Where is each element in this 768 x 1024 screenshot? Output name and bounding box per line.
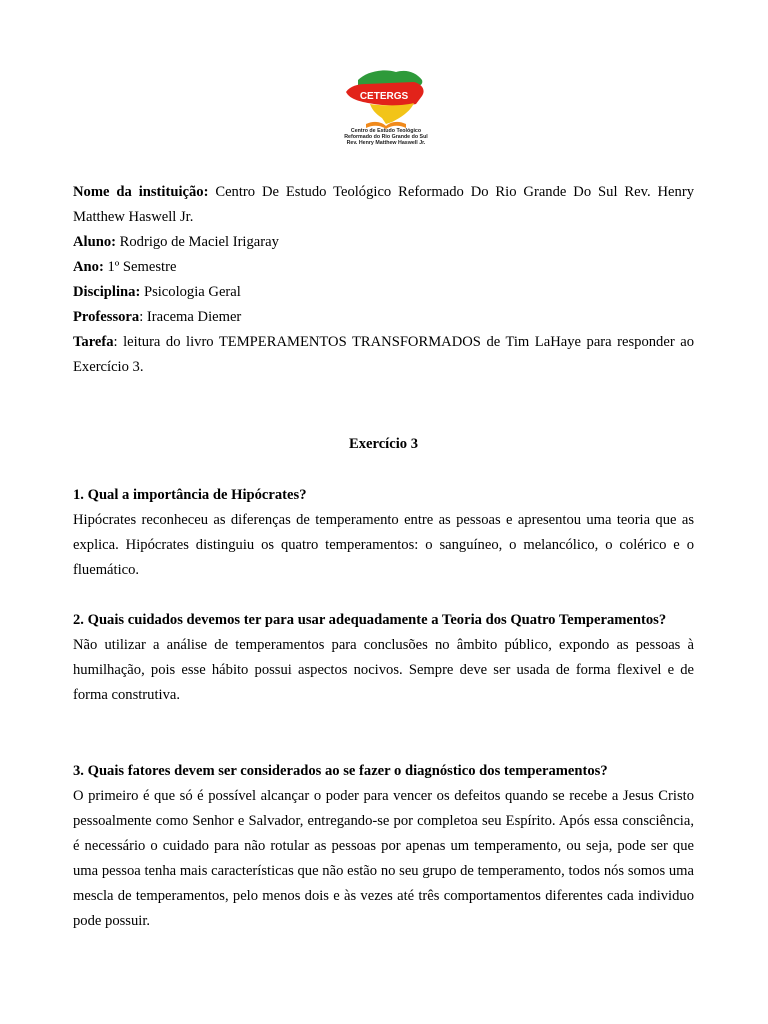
question-text: 3. Quais fatores devem ser considerados ao se fazer o diagnóstico dos temperamentos? xyxy=(73,763,608,779)
logo-caption-line: Reformado do Rio Grande do Sul xyxy=(344,134,428,140)
student-line xyxy=(73,230,694,255)
question-block xyxy=(73,759,694,934)
answer-text: Não utilizar a análise de temperamentos para conclusões no âmbito público, expondo as pessoas à humilhação, pois esse hábito possui aspectos nocivos. Sempre deve ser usada de forma flexivel e de forma construtiva. xyxy=(73,637,694,703)
logo-caption-line: Centro de Estudo Teológico xyxy=(350,128,422,134)
institution-line xyxy=(73,180,694,230)
logo-emblem xyxy=(336,66,436,130)
answer-text: Hipócrates reconheceu as diferenças de temperamento entre as pessoas e apresentou uma teoria que as explica. Hipócrates distinguiu os quatro temperamentos: o sanguíneo, o melancólico, o colérico e o fluemático. xyxy=(73,512,694,578)
institution-value: Centro De Estudo Teológico Reformado Do Rio Grande Do Sul Rev. Henry Matthew Haswell Jr. xyxy=(73,184,694,225)
logo-caption-line: Rev. Henry Matthew Haswell Jr. xyxy=(346,140,426,146)
discipline-line xyxy=(73,280,694,305)
logo-caption xyxy=(336,128,436,146)
teacher-value: : Iracema Diemer xyxy=(139,309,242,325)
year-value: 1º Semestre xyxy=(103,259,177,275)
question-text: 2. Quais cuidados devemos ter para usar adequadamente a Teoria dos Quatro Temperamentos? xyxy=(73,612,667,628)
teacher-label: Professora xyxy=(73,309,140,325)
institution-label: Nome da instituição: xyxy=(73,184,209,200)
logo-yellow-shape xyxy=(370,103,414,124)
discipline-label: Disciplina: xyxy=(73,284,141,300)
question-text: 1. Qual a importância de Hipócrates? xyxy=(73,487,307,503)
task-value: : leitura do livro TEMPERAMENTOS TRANSFORMADOS de Tim LaHaye para responder ao Exercício 3. xyxy=(73,334,694,375)
task-label: Tarefa xyxy=(73,334,114,350)
year-line xyxy=(73,255,694,280)
task-line xyxy=(73,330,694,380)
question-block xyxy=(73,483,694,583)
exercise-title xyxy=(73,432,694,457)
logo-text: CETERGS xyxy=(359,91,409,102)
year-label: Ano: xyxy=(73,259,104,275)
question-block xyxy=(73,608,694,708)
cetergs-logo xyxy=(336,66,436,166)
discipline-value: Psicologia Geral xyxy=(140,284,241,300)
student-value: Rodrigo de Maciel Irigaray xyxy=(115,234,279,250)
teacher-line xyxy=(73,305,694,330)
exercise-title-text: Exercício 3 xyxy=(348,436,419,452)
answer-text: O primeiro é que só é possível alcançar o poder para vencer os defeitos quando se recebe a Jesus Cristo pessoalmente como Senhor e Salvador, entregando-se por completoa seu Espírito. Após essa consciência, é necessário o cuidado para não rotular as pessoas por apenas um temperamento, ou seja, pode ser que uma pessoa tenha mais características que não estão no seu grupo de temperamento, todos nós somos uma mescla de temperamentos, pelo menos dois e às vezes até três comportamentos diferentes cada individuo pode possuir. xyxy=(73,788,694,929)
student-label: Aluno: xyxy=(73,234,116,250)
